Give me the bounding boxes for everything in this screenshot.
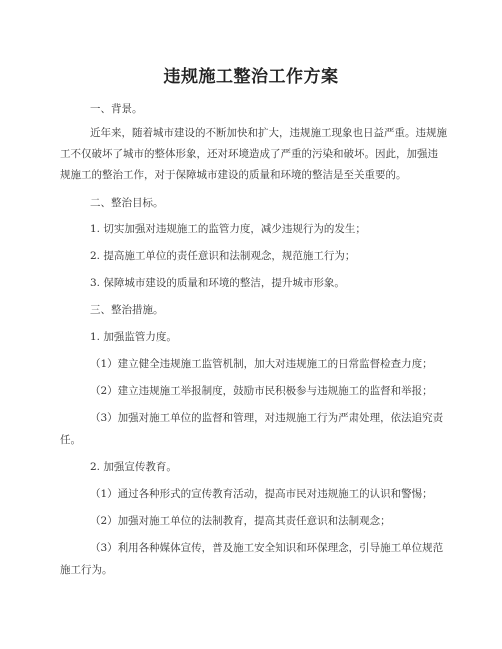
section-heading-goals: 二、整治目标。: [90, 197, 164, 209]
paragraph-line: 工不仅破坏了城市的整体形象，还对环境造成了严重的污染和破坏。因此，加强违: [60, 148, 438, 160]
section-heading-background: 一、背景。: [90, 103, 143, 115]
measure-item-continuation: 任。: [60, 434, 81, 446]
goal-item: 1. 切实加强对违规施工的监管力度，减少违规行为的发生；: [90, 223, 366, 235]
measure-item: （1）建立健全违规施工监管机制，加大对违规施工的日常监督检查力度；: [90, 358, 433, 370]
paragraph-line: 规施工的整治工作，对于保障城市建设的质量和环境的整洁是至关重要的。: [60, 169, 407, 181]
section-heading-measures: 三、整治措施。: [90, 304, 164, 316]
measure-item: （2）加强对施工单位的法制教育，提高其责任意识和法制观念；: [90, 515, 391, 527]
background-paragraph: [60, 123, 447, 186]
measure-item: （3）利用各种媒体宣传，普及施工安全知识和环保理念，引导施工单位规范: [90, 542, 444, 554]
goal-item: 3. 保障城市建设的质量和环境的整洁，提升城市形象。: [90, 277, 345, 289]
paragraph-line: 近年来，随着城市建设的不断加快和扩大，违规施工现象也日益严重。违规施: [90, 127, 447, 139]
measure-item: （1）通过各种形式的宣传教育活动，提高市民对违规施工的认识和警惕；: [90, 488, 433, 500]
measure-item-continuation: 施工行为。: [60, 564, 113, 576]
goal-item: 2. 提高施工单位的责任意识和法制观念，规范施工行为；: [90, 250, 356, 262]
measure-item: （2）建立违规施工举报制度，鼓励市民积极参与违规施工的监督和举报；: [90, 385, 433, 397]
measure-heading: 1. 加强监管力度。: [90, 331, 177, 343]
measure-item: （3）加强对施工单位的监督和管理，对违规施工行为严肃处理，依法追究责: [90, 412, 444, 424]
document-title: 违规施工整治工作方案: [163, 67, 339, 87]
measure-heading: 2. 加强宣传教育。: [90, 461, 177, 473]
